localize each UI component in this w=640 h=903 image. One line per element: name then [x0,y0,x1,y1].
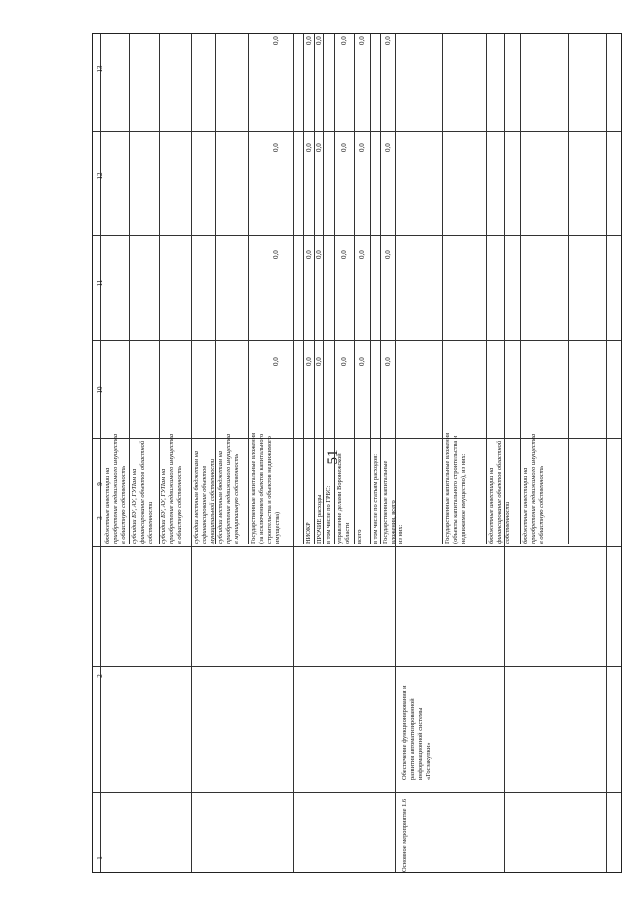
row-separator [380,34,381,544]
row-value: 0,0 [304,357,313,366]
row-label: в том числе по статьям расходов: [372,454,379,544]
band-line [93,131,621,132]
row-label: Государственные капитальные вложения (объекты капитального строительства и недвижимое имущество), из них: [444,432,467,544]
row-value: 0,0 [340,250,348,259]
header-col-2: 2 [96,674,104,678]
row-separator [334,34,335,544]
row-separator [568,34,569,544]
row-separator [129,34,130,544]
header-col-13: 13 [96,65,104,73]
row-value: 0,0 [383,250,392,259]
row-value: 0,0 [304,250,313,259]
row-separator [191,34,192,544]
row-value: 0,0 [358,250,366,259]
event-number: Основное мероприятие 1.6 [401,798,408,872]
row-label: из них: [397,524,404,544]
row-label: субсидии БУ, АУ, ГУПам на приобретение недвижимого имущества в областную собственность [160,433,183,544]
row-label: НИОКР [305,522,312,544]
row-label: в том числе по ГРБС: [325,485,332,544]
column-line [293,34,294,872]
row-value: 0,0 [315,250,323,259]
row-label: субсидии БУ, АУ, ГУПам на финансирование объектов областной собственности [131,440,154,544]
row-separator [442,34,443,544]
row-separator [370,34,371,544]
row-value: 0,0 [383,36,392,45]
row-label: бюджетные инвестиции на приобретение недвижимого имущества в областную собственность [522,433,545,544]
row-value: 0,0 [271,36,280,45]
budget-table [92,33,622,873]
row-label: всего [356,529,363,544]
header-col-1: 1 [96,856,104,860]
band-line [93,235,621,236]
row-label: Государственные капитальные вложения (за исключением объектов капитального строительства и объектов недвижимого имущества) [250,432,281,544]
row-label: субсидии местным бюджетам на приобретение недвижимого имущества в муниципальную собственность [217,433,240,544]
header-col-9: 9 [96,482,104,486]
row-value: 0,0 [340,357,348,366]
row-separator [248,34,249,544]
row-label: субсидии местным бюджетам на софинансирование объектов муниципальной собственности [193,451,216,544]
row-value: 0,0 [315,357,323,366]
row-label: ПРОЧИЕ расходы [316,494,323,544]
row-value: 0,0 [383,143,392,152]
event-title: Обеспечение функционирования и развития автоматизированной информационной системы «Госзакупки» [401,685,432,780]
page-number: 51 [325,449,341,465]
band-line [93,792,621,793]
band-line [93,340,621,341]
header-col-11: 11 [96,279,104,287]
row-separator [314,34,315,544]
band-line [93,666,621,667]
row-value: 0,0 [304,36,313,45]
row-value: 0,0 [304,143,313,152]
row-separator [303,34,304,544]
row-value: 0,0 [315,36,323,45]
row-separator [520,34,521,544]
row-label: Государственные капитальные вложения, всего [382,460,397,544]
row-label: управление делами Воронежской области [336,453,351,544]
header-col-12: 12 [96,172,104,180]
header-col-3: 3 [96,516,104,520]
row-separator [486,34,487,544]
row-value: 0,0 [358,36,366,45]
band-line [93,546,621,547]
row-value: 0,0 [271,250,280,259]
column-line [100,34,101,872]
row-value: 0,0 [340,143,348,152]
row-label: бюджетные инвестиции на приобретение недвижимого имущества в областную собственность [104,433,127,544]
row-separator [354,34,355,544]
row-label: бюджетные инвестиции на финансирование объектов областной собственности [488,440,511,544]
header-col-10: 10 [96,386,104,394]
row-value: 0,0 [383,357,392,366]
row-value: 0,0 [358,357,366,366]
row-value: 0,0 [340,36,348,45]
column-line [606,34,607,872]
row-value: 0,0 [358,143,366,152]
row-value: 0,0 [271,143,280,152]
row-value: 0,0 [315,143,323,152]
row-value: 0,0 [271,357,280,366]
